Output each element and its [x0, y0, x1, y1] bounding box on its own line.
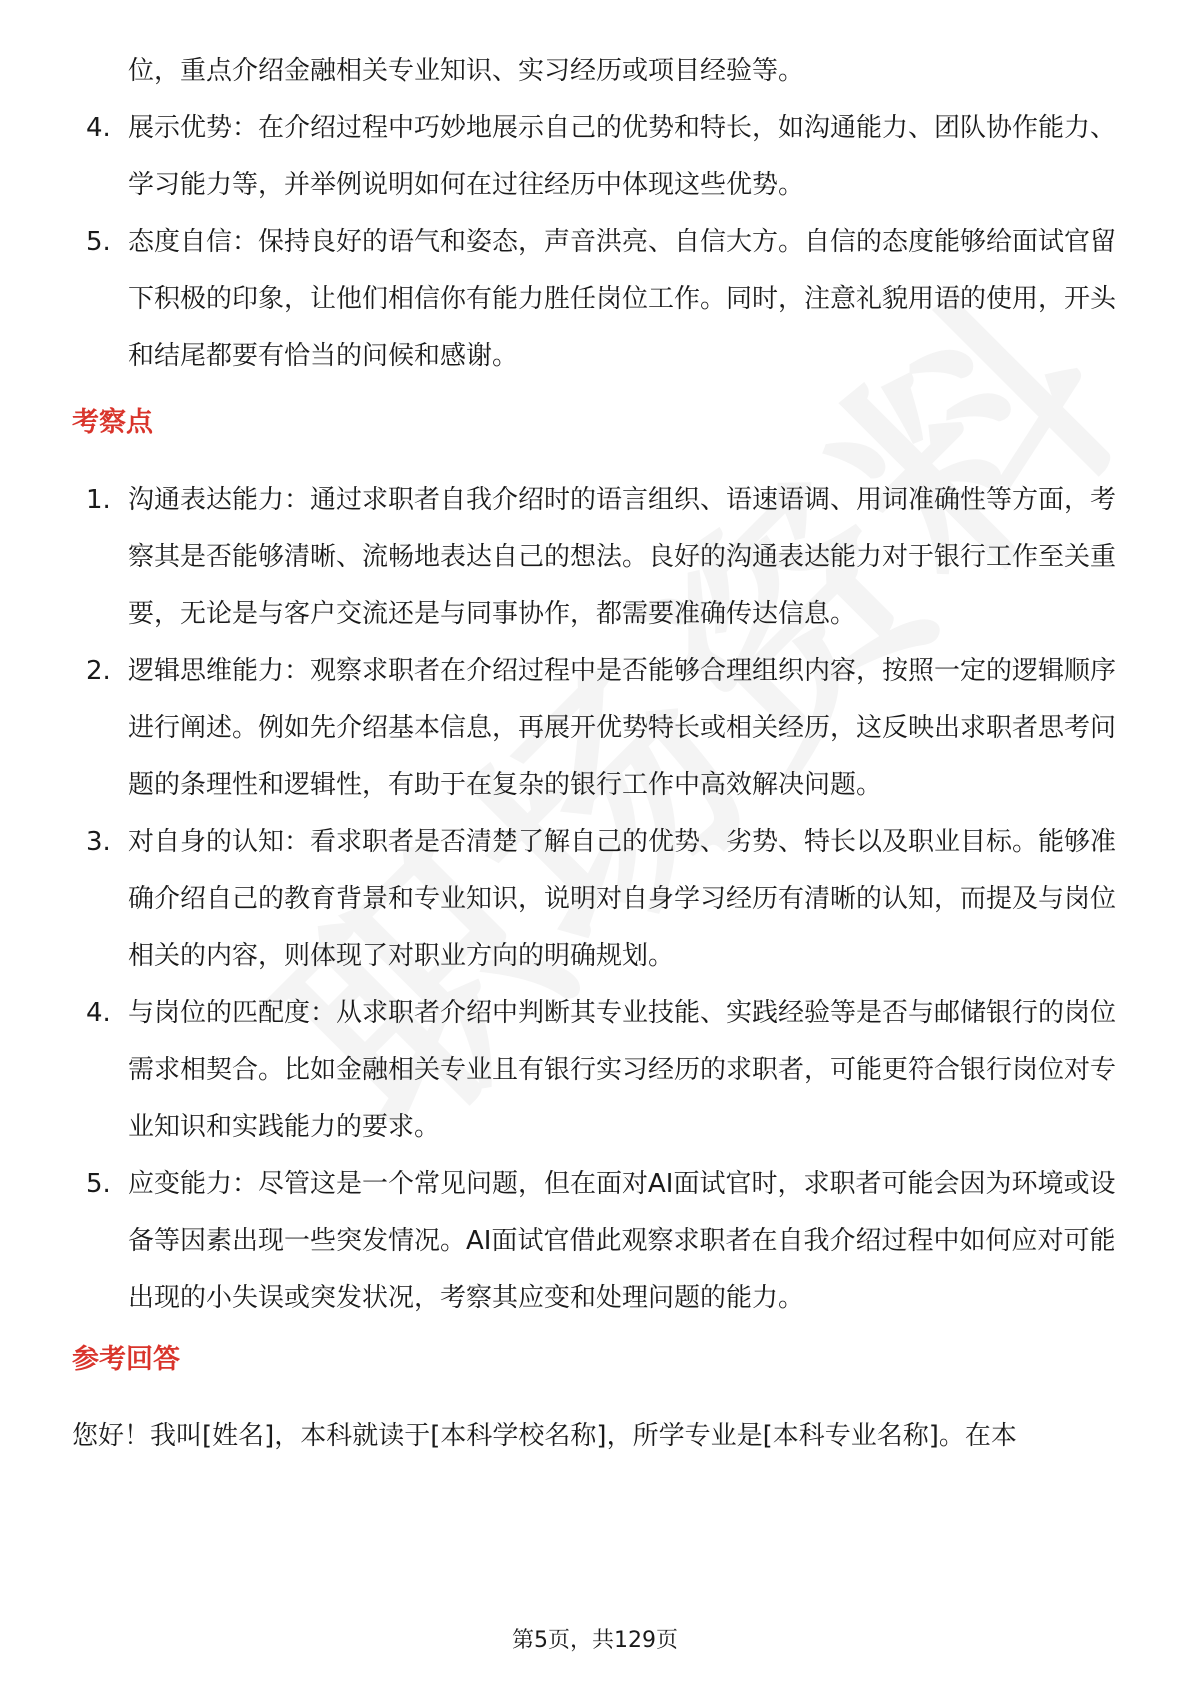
- answer-paragraph: 您好！我叫[姓名]，本科就读于[本科学校名称]，所学专业是[本科专业名称]。在本: [72, 1421, 1017, 1451]
- section-title-kaochadian: 考察点: [72, 407, 153, 438]
- list-item-text: 逻辑思维能力：观察求职者在介绍过程中是否能够合理组织内容，按照一定的逻辑顺序进行阐述。例如先介绍基本信息，再展开优势特长或相关经历，这反映出求职者思考问题的条理性和逻辑性，有助于在复杂的银行工作中高效解决问题。: [128, 656, 1117, 800]
- tips-list: [72, 100, 1122, 385]
- list-item-text: 态度自信：保持良好的语气和姿态，声音洪亮、自信大方。自信的态度能够给面试官留下积极的印象，让他们相信你有能力胜任岗位工作。同时，注意礼貌用语的使用，开头和结尾都要有恰当的问候和感谢。: [128, 227, 1117, 371]
- list-item-number: 5.: [86, 1169, 111, 1199]
- list-item-number: 5.: [86, 227, 111, 257]
- list-item: [72, 100, 1122, 214]
- list-item: [72, 472, 1122, 643]
- list-item-text: 与岗位的匹配度：从求职者介绍中判断其专业技能、实践经验等是否与邮储银行的岗位需求相契合。比如金融相关专业且有银行实习经历的求职者，可能更符合银行岗位对专业知识和实践能力的要求。: [128, 998, 1117, 1142]
- continuation-paragraph: 位，重点介绍金融相关专业知识、实习经历或项目经验等。: [128, 56, 805, 86]
- section-title-cankao: 参考回答: [72, 1344, 180, 1375]
- list-item: [72, 985, 1122, 1156]
- list-item-text: 沟通表达能力：通过求职者自我介绍时的语言组织、语速语调、用词准确性等方面，考察其是否能够清晰、流畅地表达自己的想法。良好的沟通表达能力对于银行工作至关重要，无论是与客户交流还是与同事协作，都需要准确传达信息。: [128, 485, 1117, 629]
- page-footer: 第5页，共129页: [512, 1628, 678, 1653]
- list-item-text: 展示优势：在介绍过程中巧妙地展示自己的优势和特长，如沟通能力、团队协作能力、学习能力等，并举例说明如何在过往经历中体现这些优势。: [128, 113, 1117, 200]
- list-item-number: 4.: [86, 998, 111, 1028]
- list-item-number: 1.: [86, 485, 111, 515]
- list-item-text: 对自身的认知：看求职者是否清楚了解自己的优势、劣势、特长以及职业目标。能够准确介绍自己的教育背景和专业知识，说明对自身学习经历有清晰的认知，而提及与岗位相关的内容，则体现了对职业方向的明确规划。: [128, 827, 1117, 971]
- list-item: [72, 643, 1122, 814]
- list-item-number: 2.: [86, 656, 111, 686]
- list-item: [72, 214, 1122, 385]
- kaochadian-list: [72, 472, 1122, 1327]
- list-item-text: 应变能力：尽管这是一个常见问题，但在面对AI面试官时，求职者可能会因为环境或设备等因素出现一些突发情况。AI面试官借此观察求职者在自我介绍过程中如何应对可能出现的小失误或突发状况，考察其应变和处理问题的能力。: [128, 1169, 1116, 1313]
- page-content: [72, 43, 1122, 1465]
- list-item-number: 3.: [86, 827, 111, 857]
- list-item: [72, 1156, 1122, 1327]
- list-item: [72, 814, 1122, 985]
- list-item-number: 4.: [86, 113, 111, 143]
